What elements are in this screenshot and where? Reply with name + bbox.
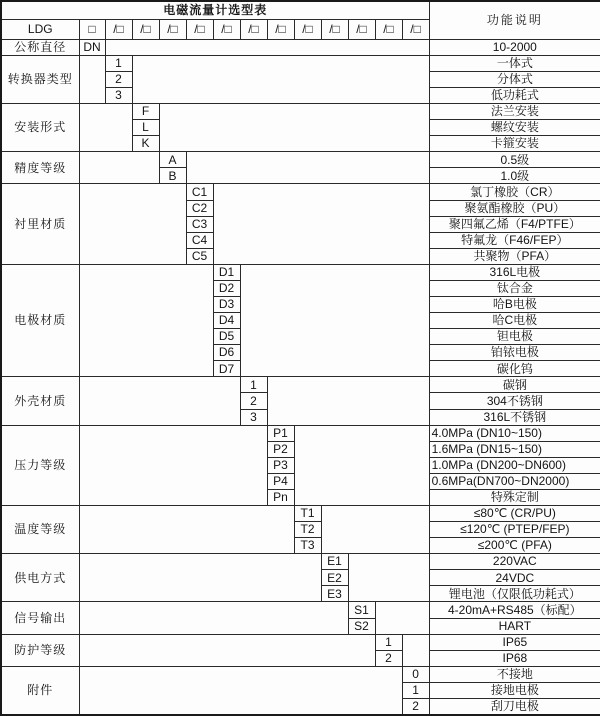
option-code: D7 — [213, 361, 240, 377]
option-desc: 共聚物（PFA） — [429, 248, 600, 264]
empty-cell — [79, 264, 213, 377]
option-code: 1 — [105, 55, 132, 71]
empty-cell — [186, 152, 429, 184]
option-row — [1, 554, 600, 570]
function-column-header: 功能说明 — [429, 1, 600, 39]
option-desc: 10-2000 — [429, 39, 600, 55]
empty-cell — [79, 666, 402, 715]
option-desc: 钽电极 — [429, 329, 600, 345]
empty-cell — [79, 184, 186, 264]
option-code: 1 — [240, 377, 267, 393]
empty-cell — [267, 377, 429, 425]
option-code: A — [159, 152, 186, 168]
option-desc: 碳钢 — [429, 377, 600, 393]
option-code: B — [159, 168, 186, 184]
option-code: T3 — [294, 538, 321, 554]
section-label: 精度等级 — [1, 152, 79, 184]
option-desc: 1.0级 — [429, 168, 600, 184]
option-desc: 4.0MPa (DN10~150) — [429, 425, 600, 441]
option-desc: 碳化钨 — [429, 361, 600, 377]
option-code: D1 — [213, 264, 240, 280]
empty-cell — [159, 104, 429, 152]
option-code: C1 — [186, 184, 213, 200]
option-code: 2 — [402, 698, 429, 715]
empty-cell — [294, 425, 429, 505]
option-row — [1, 425, 600, 441]
option-code: P1 — [267, 425, 294, 441]
option-desc: HART — [429, 618, 600, 634]
model-code-box: /□ — [321, 19, 348, 39]
section-label: 电极材质 — [1, 264, 79, 377]
section-label: 信号输出 — [1, 602, 79, 634]
option-code: Pn — [267, 489, 294, 505]
model-code-box: /□ — [132, 19, 159, 39]
option-code: 2 — [105, 71, 132, 87]
section-label: 温度等级 — [1, 505, 79, 553]
option-desc: 卡箍安装 — [429, 136, 600, 152]
option-code: F — [132, 104, 159, 120]
option-code: E1 — [321, 554, 348, 570]
option-desc: ≤200℃ (PFA) — [429, 538, 600, 554]
option-desc: 特殊定制 — [429, 489, 600, 505]
option-desc: ≤120℃ (PTEP/FEP) — [429, 522, 600, 538]
option-desc: 分体式 — [429, 71, 600, 87]
model-code-box: /□ — [402, 19, 429, 39]
model-prefix: LDG — [1, 19, 79, 39]
option-code: C4 — [186, 232, 213, 248]
option-code: E2 — [321, 570, 348, 586]
option-code: T1 — [294, 505, 321, 521]
option-desc: 低功耗式 — [429, 87, 600, 103]
option-code: T2 — [294, 522, 321, 538]
option-desc: ≤80℃ (CR/PU) — [429, 505, 600, 521]
option-desc: 1.0MPa (DN200~DN600) — [429, 457, 600, 473]
empty-cell — [321, 505, 429, 553]
option-row — [1, 152, 600, 168]
empty-cell — [402, 634, 429, 666]
option-desc: 220VAC — [429, 554, 600, 570]
option-row — [1, 666, 600, 682]
empty-cell — [240, 264, 429, 377]
title-row — [1, 1, 600, 19]
empty-cell — [79, 152, 159, 184]
empty-cell — [132, 55, 429, 103]
model-code-box: /□ — [186, 19, 213, 39]
model-code-box: /□ — [213, 19, 240, 39]
empty-cell — [79, 634, 375, 666]
option-desc: 304不锈钢 — [429, 393, 600, 409]
option-desc: 聚氨酯橡胶（PU） — [429, 200, 600, 216]
option-desc: IP65 — [429, 634, 600, 650]
option-row — [1, 602, 600, 618]
option-desc: 0.6MPa(DN700~DN2000) — [429, 473, 600, 489]
option-desc: 一体式 — [429, 55, 600, 71]
option-row — [1, 104, 600, 120]
option-desc: 316L不锈钢 — [429, 409, 600, 425]
option-desc: 聚四氟乙烯（F4/PTFE） — [429, 216, 600, 232]
option-desc: 哈C电极 — [429, 313, 600, 329]
empty-cell — [79, 55, 105, 103]
option-code: 2 — [240, 393, 267, 409]
section-label: 外壳材质 — [1, 377, 79, 425]
section-label: 供电方式 — [1, 554, 79, 602]
option-desc: 0.5级 — [429, 152, 600, 168]
option-row — [1, 634, 600, 650]
section-label: 转换器类型 — [1, 55, 79, 103]
option-desc: 不接地 — [429, 666, 600, 682]
option-code: D2 — [213, 280, 240, 296]
option-row — [1, 264, 600, 280]
option-code: P2 — [267, 441, 294, 457]
option-code: L — [132, 120, 159, 136]
option-code: D6 — [213, 345, 240, 361]
option-code: D5 — [213, 329, 240, 345]
model-code-box: /□ — [159, 19, 186, 39]
page-title: 电磁流量计选型表 — [1, 1, 429, 19]
option-desc: 316L电极 — [429, 264, 600, 280]
option-desc: 1.6MPa (DN15~150) — [429, 441, 600, 457]
option-code: P4 — [267, 473, 294, 489]
empty-cell — [79, 377, 240, 425]
empty-cell — [79, 602, 348, 634]
option-code: 1 — [375, 634, 402, 650]
model-code-box: /□ — [267, 19, 294, 39]
option-code: S2 — [348, 618, 375, 634]
option-code: E3 — [321, 586, 348, 602]
option-desc: 钛合金 — [429, 280, 600, 296]
option-code: P3 — [267, 457, 294, 473]
option-code: DN — [79, 39, 105, 55]
option-desc: 螺纹安装 — [429, 120, 600, 136]
empty-cell — [105, 39, 429, 55]
model-code-box: □ — [79, 19, 105, 39]
option-row — [1, 505, 600, 521]
option-desc: 铂铱电极 — [429, 345, 600, 361]
option-desc: 4-20mA+RS485（标配） — [429, 602, 600, 618]
model-code-box: /□ — [240, 19, 267, 39]
option-desc: 接地电极 — [429, 682, 600, 698]
option-code: 1 — [402, 682, 429, 698]
section-label: 安装形式 — [1, 104, 79, 152]
empty-cell — [213, 184, 429, 264]
option-code: 0 — [402, 666, 429, 682]
option-code: D3 — [213, 296, 240, 312]
empty-cell — [79, 425, 267, 505]
option-desc: 刮刀电极 — [429, 698, 600, 715]
model-code-box: /□ — [375, 19, 402, 39]
option-code: S1 — [348, 602, 375, 618]
empty-cell — [79, 554, 321, 602]
option-row — [1, 55, 600, 71]
empty-cell — [348, 554, 429, 602]
section-label: 防护等级 — [1, 634, 79, 666]
model-code-box: /□ — [348, 19, 375, 39]
option-desc: 特氟龙（F46/FEP） — [429, 232, 600, 248]
option-code: C3 — [186, 216, 213, 232]
option-code: 2 — [375, 650, 402, 666]
model-code-box: /□ — [294, 19, 321, 39]
model-code-box: /□ — [105, 19, 132, 39]
option-desc: IP68 — [429, 650, 600, 666]
section-label: 附件 — [1, 666, 79, 715]
option-code: K — [132, 136, 159, 152]
diameter-row — [1, 39, 600, 55]
section-label: 公称直径 — [1, 39, 79, 55]
option-code: C2 — [186, 200, 213, 216]
option-row — [1, 377, 600, 393]
section-label: 压力等级 — [1, 425, 79, 505]
option-code: 3 — [240, 409, 267, 425]
empty-cell — [79, 505, 294, 553]
option-desc: 氯丁橡胶（CR） — [429, 184, 600, 200]
empty-cell — [79, 104, 132, 152]
option-code: C5 — [186, 248, 213, 264]
option-desc: 24VDC — [429, 570, 600, 586]
option-row — [1, 184, 600, 200]
empty-cell — [375, 602, 429, 634]
option-code: D4 — [213, 313, 240, 329]
option-desc: 锂电池（仅限低功耗式） — [429, 586, 600, 602]
option-code: 3 — [105, 87, 132, 103]
option-desc: 法兰安装 — [429, 104, 600, 120]
section-label: 衬里材质 — [1, 184, 79, 264]
option-desc: 哈B电极 — [429, 296, 600, 312]
